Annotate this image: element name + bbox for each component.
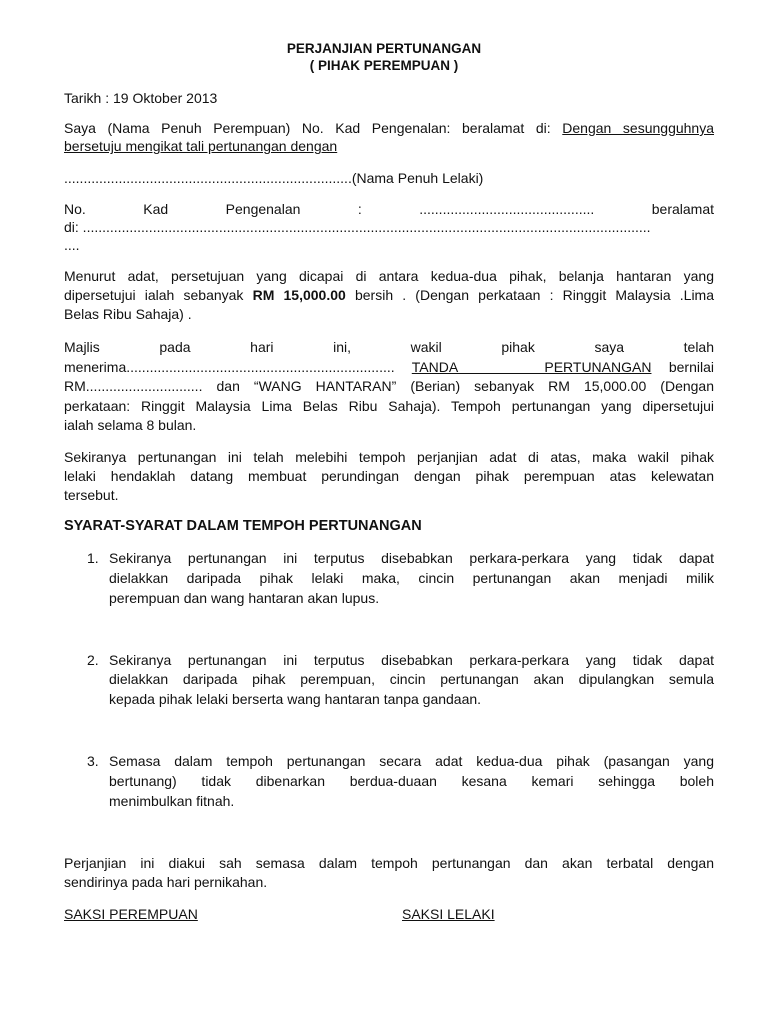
majlis-word: hari: [250, 339, 274, 355]
sekiranya-line-3: tersebut.: [64, 487, 119, 503]
majlis-line-4: perkataan: Ringgit Malaysia Lima Belas Ribu Sahaja). Tempoh pertunangan yang dipersetujui: [64, 398, 714, 414]
sekiranya-line-1: Sekiranya pertunangan ini telah melebihi tempoh perjanjian adat di atas, maka wakil pihak: [64, 449, 714, 465]
majlis-word: pihak: [501, 339, 535, 355]
adat-text: dipersetujui ialah sebanyak: [64, 287, 253, 303]
closing-line-1: Perjanjian ini diakui sah semasa dalam tempoh pertunangan dan akan terbatal dengan: [64, 855, 714, 871]
majlis-dots: menerima.....................................................................: [64, 359, 395, 375]
witness-female-label: SAKSI PEREMPUAN: [64, 906, 198, 922]
document-title: PERJANJIAN PERTUNANGAN: [286, 41, 482, 56]
ic-word: beralamat: [651, 201, 715, 217]
intro-line-1: [64, 118, 714, 138]
condition-2-line-2: dielakkan daripada pihak perempuan, cincin pertunangan akan dipulangkan semula: [109, 671, 714, 687]
condition-number: 2.: [87, 652, 99, 668]
address-line: di: ..................................................................................................................................................: [64, 219, 651, 235]
ic-word: No.: [64, 201, 86, 217]
majlis-line-2: [64, 357, 714, 377]
condition-2-line-3: kepada pihak lelaki berserta wang hantaran tanpa gandaan.: [109, 691, 482, 707]
condition-3-line-2: bertunang) tidak dibenarkan berdua-duaan kesana kemari sehingga boleh: [109, 773, 714, 789]
adat-text: bersih . (Dengan perkataan : Ringgit Malaysia .Lima: [345, 287, 715, 303]
majlis-line-1: [64, 337, 714, 357]
condition-number: 1.: [87, 550, 99, 566]
intro-line-2: bersetuju mengikat tali pertunangan dengan: [64, 138, 338, 154]
condition-1-line-3: perempuan dan wang hantaran akan lupus.: [109, 590, 380, 606]
majlis-line-5: ialah selama 8 bulan.: [64, 417, 197, 433]
condition-1-line-1: Sekiranya pertunangan ini terputus disebabkan perkara-perkara yang tidak dapat: [109, 550, 714, 566]
condition-1-line-2: dielakkan daripada pihak lelaki maka, cincin pertunangan akan menjadi milik: [109, 570, 714, 586]
adat-line-3: Belas Ribu Sahaja) .: [64, 306, 192, 322]
tanda-pertunangan: TANDA PERTUNANGAN: [411, 359, 652, 375]
majlis-line-3: RM.............................. dan “WANG HANTARAN” (Berian) sebanyak RM 15,000.00 (Dengan: [64, 378, 714, 394]
adat-line-2: [64, 285, 714, 305]
witness-male-label: SAKSI LELAKI: [402, 906, 495, 922]
document-subtitle: ( PIHAK PEREMPUAN ): [309, 58, 459, 73]
conditions-heading: SYARAT-SYARAT DALAM TEMPOH PERTUNANGAN: [64, 518, 422, 534]
condition-3-line-3: menimbulkan fitnah.: [109, 793, 235, 809]
closing-line-2: sendirinya pada hari pernikahan.: [64, 874, 268, 890]
condition-number: 3.: [87, 753, 99, 769]
adat-line-1: Menurut adat, persetujuan yang dicapai di antara kedua-dua pihak, belanja hantaran yang: [64, 268, 714, 284]
address-continuation: ....: [64, 237, 80, 253]
sekiranya-line-2: lelaki hendaklah datang membuat perundingan dengan pihak perempuan atas kelewatan: [64, 468, 714, 484]
ic-dots: .............................................: [419, 201, 595, 217]
majlis-word: saya: [594, 339, 625, 355]
date-line: Tarikh : 19 Oktober 2013: [64, 90, 218, 106]
intro-text: Saya (Nama Penuh Perempuan) No. Kad Pengenalan: beralamat di:: [64, 120, 563, 136]
majlis-word: telah: [683, 339, 714, 355]
ic-word: Kad: [143, 201, 169, 217]
condition-2-line-1: Sekiranya pertunangan ini terputus disebabkan perkara-perkara yang tidak dapat: [109, 652, 714, 668]
intro-underlined-text: Dengan sesungguhnya: [562, 120, 715, 136]
ic-word: :: [357, 201, 362, 217]
condition-3-line-1: Semasa dalam tempoh pertunangan secara adat kedua-dua pihak (pasangan yang: [109, 753, 714, 769]
majlis-word: Majlis: [64, 339, 100, 355]
ic-word: Pengenalan: [225, 201, 301, 217]
male-name-line: ..........................................................................(Nama Penuh Lelaki): [64, 170, 484, 186]
majlis-word: ini,: [333, 339, 352, 355]
majlis-word: pada: [159, 339, 191, 355]
majlis-word: bernilai: [668, 359, 714, 375]
amount-bold: RM 15,000.00: [252, 287, 346, 303]
majlis-word: wakil: [410, 339, 442, 355]
ic-line: [64, 199, 714, 219]
